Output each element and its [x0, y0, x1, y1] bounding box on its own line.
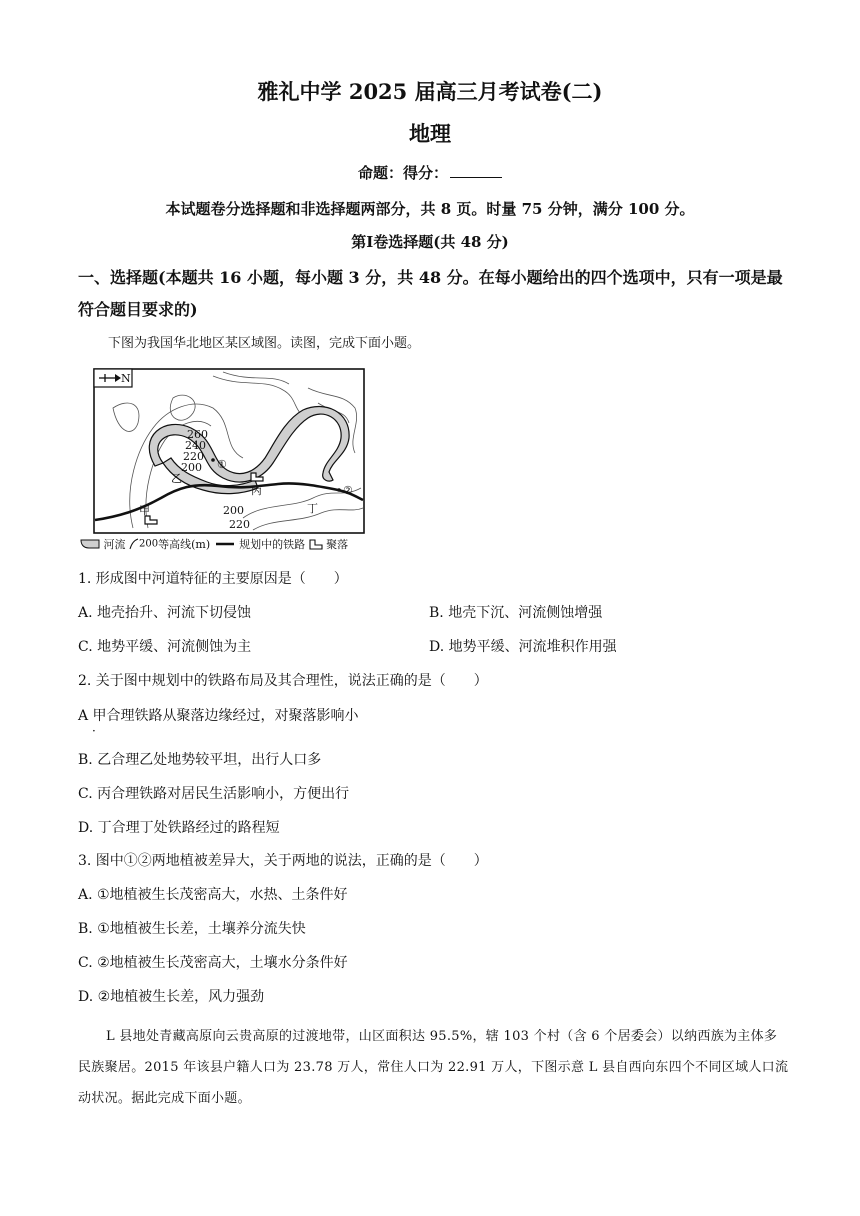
q1-option-b[interactable]: B. 地壳下沉、河流侧蚀增强: [429, 605, 603, 621]
river-legend-icon: [80, 538, 100, 550]
section-heading: 一、选择题(本题共 16 小题，每小题 3 分，共 48 分。在每小题给出的四个选项中，只有一项是最符合题目要求的): [78, 268, 783, 319]
point-2: ②: [343, 484, 353, 497]
q2-option-d[interactable]: D. 丁合理丁处铁路经过的路程短: [78, 820, 280, 836]
q2-option-a[interactable]: A 甲合理铁路从聚落边缘经过，对聚落影响小: [78, 708, 359, 724]
point-2-dot: [337, 488, 341, 492]
stray-dot: ·: [92, 724, 96, 738]
legend-railway: 规划中的铁路: [239, 538, 306, 551]
q2-option-b[interactable]: B. 乙合理乙处地势较平坦，出行人口多: [78, 752, 322, 768]
q1-option-d[interactable]: D. 地势平缓、河流堆积作用强: [429, 639, 617, 655]
legend-contour: 等高线(m): [158, 538, 211, 551]
author-score-label: 命题：得分：: [357, 164, 448, 182]
q2-option-c[interactable]: C. 丙合理铁路对居民生活影响小，方便出行: [78, 786, 350, 802]
passage-text: L 县地处青藏高原向云贵高原的过渡地带，山区面积达 95.5%，辖 103 个村（含 6 个居委会）以纳西族为主体多民族聚居。2015 年该县户籍人口为 23.78 万人，常住人口为 22.91 万人，下图示意 L 县自西向东四个不同区域人口流动状况。据此完成下面小题。: [78, 1029, 789, 1106]
point-1: ①: [217, 458, 227, 471]
region-map: [93, 368, 365, 534]
part-title: 第Ⅰ卷选择题(共 48 分): [351, 233, 509, 251]
point-yi: 乙: [171, 472, 182, 485]
contour-label: 240: [185, 439, 206, 452]
legend-river: 河流: [103, 538, 126, 551]
q1-option-a[interactable]: A. 地壳抬升、河流下切侵蚀: [78, 605, 252, 621]
point-jia: 甲: [139, 504, 150, 517]
north-label: N: [121, 372, 131, 385]
subject-title: 地理: [409, 121, 451, 146]
q3-option-a[interactable]: A. ①地植被生长茂密高大，水热、土条件好: [78, 887, 348, 903]
author-score-line: [0, 162, 860, 183]
contour-label: 200: [223, 504, 244, 517]
legend-settlement: 聚落: [326, 538, 349, 551]
q1-option-c[interactable]: C. 地势平缓、河流侧蚀为主: [78, 639, 252, 655]
exam-title: 雅礼中学 2025 届高三月考试卷(二): [257, 79, 603, 104]
exam-info: 本试题卷分选择题和非选择题两部分，共 8 页。时量 75 分钟，满分 100 分。: [165, 200, 695, 218]
contour-label: 260: [187, 428, 208, 441]
contour-label: 200: [181, 461, 202, 474]
q3-option-d[interactable]: D. ②地植被生长差，风力强劲: [78, 989, 265, 1005]
q3-option-b[interactable]: B. ①地植被生长差，土壤养分流失快: [78, 921, 306, 937]
question-2-stem: 2. 关于图中规划中的铁路布局及其合理性，说法正确的是（ ）: [78, 673, 488, 689]
contour-legend-icon: [129, 538, 139, 550]
section-intro: 下图为我国华北地区某区域图。读图，完成下面小题。: [108, 336, 421, 351]
railway-legend-icon: [214, 538, 236, 550]
contour-label: 220: [183, 450, 204, 463]
point-bing: 丙: [251, 484, 262, 497]
settlement-legend-icon: [309, 538, 323, 550]
map-legend: [80, 536, 348, 552]
score-blank: [450, 163, 502, 178]
point-ding: 丁: [307, 502, 318, 515]
q3-option-c[interactable]: C. ②地植被生长茂密高大，土壤水分条件好: [78, 955, 348, 971]
legend-contour-value: 200: [139, 538, 159, 550]
question-3-stem: 3. 图中①②两地植被差异大，关于两地的说法，正确的是（ ）: [78, 853, 488, 869]
contour-label: 220: [229, 518, 250, 531]
point-1-dot: [211, 458, 215, 462]
question-1-stem: 1. 形成图中河道特征的主要原因是（ ）: [78, 571, 348, 587]
